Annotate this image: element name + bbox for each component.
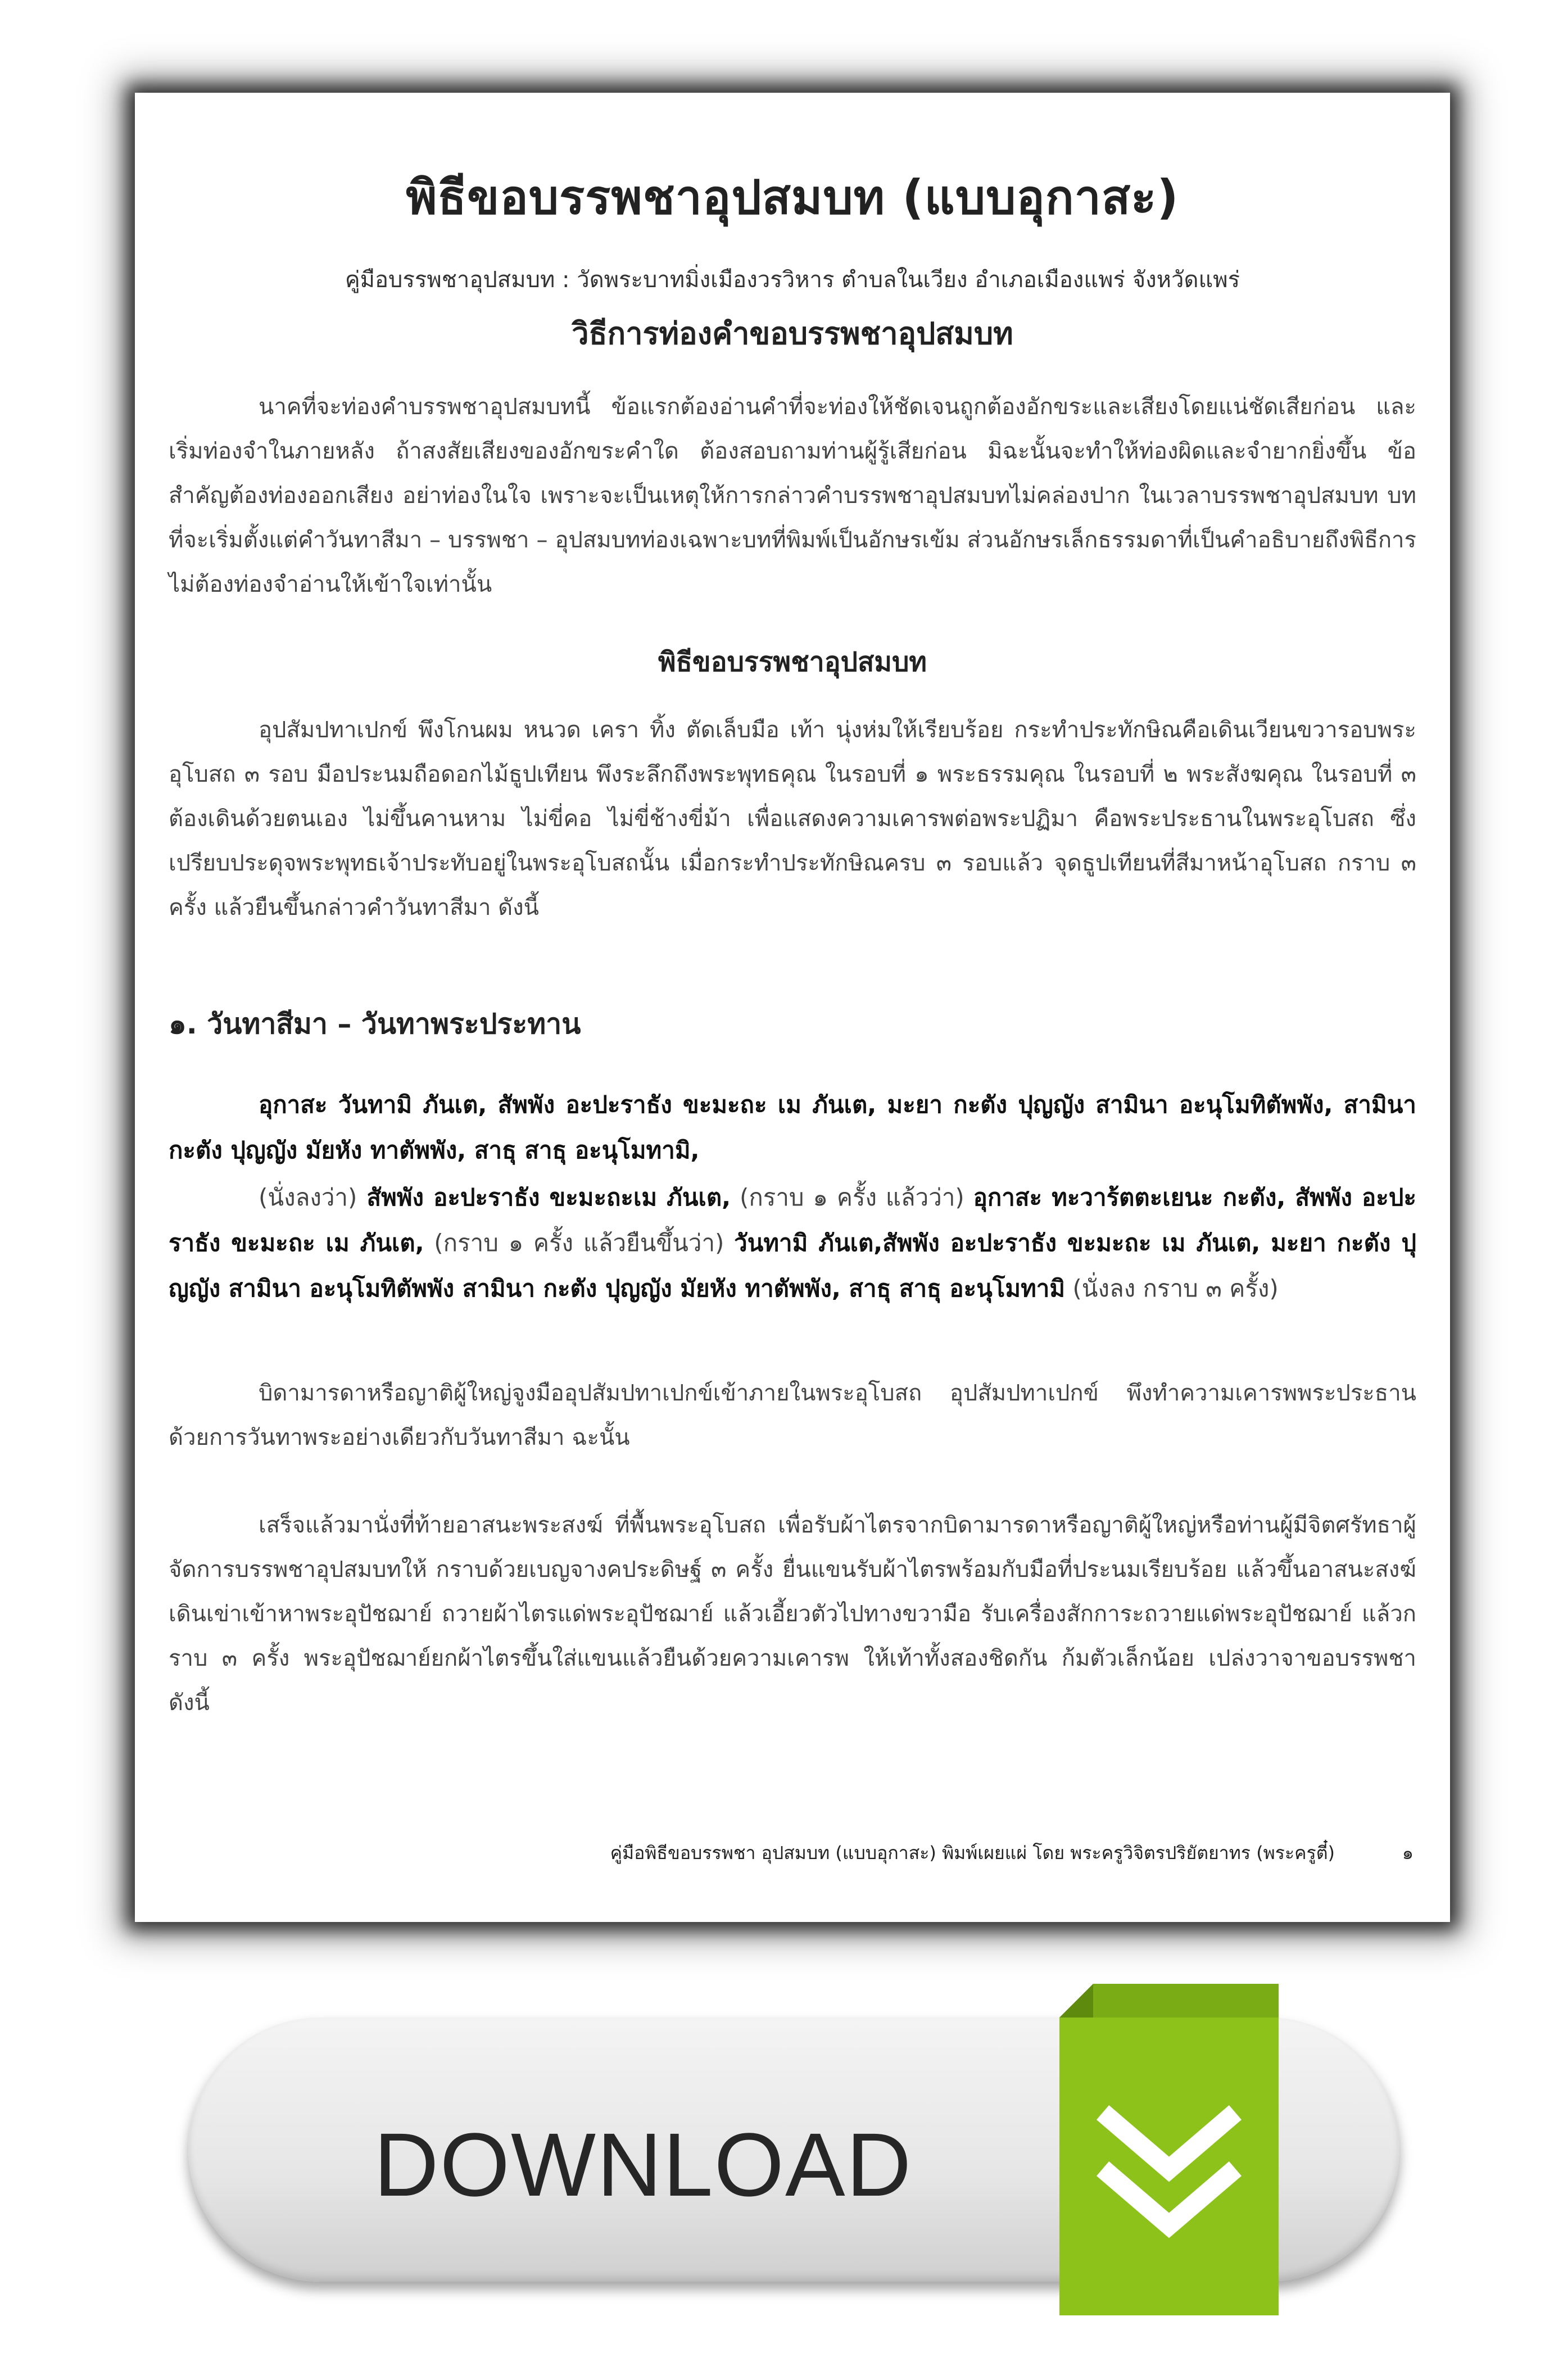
chant-phrase: อุกาสะ ทะวาร้ตตะเยนะ กะตัง, สัพพัง อะปะราธัง ขะมะถะ เม ภันเต, bbox=[169, 1184, 1417, 1257]
procession-paragraph: อุปสัมปทาเปกข์ พึงโกนผม หนวด เครา ทิ้ง ตัดเล็บมือ เท้า นุ่งห่มให้เรียบร้อย กระทำประทักษิณคือเดินเวียนขวารอบพระอุโบสถ ๓ รอบ มือประนมถือดอกไม้ธูปเทียน พึงระลึกถึงพระพุทธคุณ ในรอบที่ ๑ พระธรรมคุณ ในรอบที่ ๒ พระสังฆคุณ ในรอบที่ ๓ ต้องเดินด้วยตนเอง ไม่ขึ้นคานหาม ไม่ขี่คอ ไม่ขี่ช้างขี่ม้า เพื่อแสดงความเคารพต่อพระปฏิมา คือพระประธานในพระอุโบสถ ซึ่งเปรียบประดุจพระพุทธเจ้าประทับอยู่ในพระอุโบสถนั้น เมื่อกระทำประทักษิณครบ ๓ รอบแล้ว จุดธูปเทียนที่สีมาหน้าอุโบสถ กราบ ๓ ครั้ง แล้วยืนขึ้นกล่าวคำวันทาสีมา ดังนี้ bbox=[169, 717, 1416, 921]
instruction-bow-once: (กราบ ๑ ครั้ง แล้วว่า) bbox=[731, 1184, 973, 1211]
section-heading-ceremony: พิธีขอบรรพชาอุปสมบท bbox=[658, 646, 927, 678]
section-heading-recitation: วิธีการท่องคำขอบรรพชาอุปสมบท bbox=[572, 316, 1013, 351]
parents-paragraph: บิดามารดาหรือญาติผู้ใหญ่จูงมืออุปสัมปทาเปกข์เข้าภายในพระอุโบสถ อุปสัมปทาเปกข์ พึงทำความเคารพพระประธาน ด้วยการวันทาพระอย่างเดียวกับวันทาสีมา ฉะนั้น bbox=[169, 1380, 1416, 1450]
chant-passage-2 bbox=[169, 1175, 1416, 1311]
instruction-sit: (นั่งลงว่า) bbox=[259, 1184, 357, 1211]
chant-passage-1: อุกาสะ วันทามิ ภันเต, สัพพัง อะปะราธัง ขะมะถะ เม ภันเต, มะยา กะตัง ปุญญัง สามินา อะนุโมทิตัพพัง, สามินา กะตัง ปุญญัง มัยหัง ทาตัพพัง, สาธุ สาธุ อะนุโมทามิ, bbox=[169, 1091, 1416, 1164]
page-subtitle: คู่มือบรรพชาอุปสมบท : วัดพระบาทมิ่งเมืองวรวิหาร ตำบลในเวียง อำเภอเมืองแพร่ จังหวัดแพร่ bbox=[345, 267, 1240, 293]
numbered-heading: ๑. วันทาสีมา – วันทาพระประทาน bbox=[169, 1008, 581, 1040]
document-page bbox=[135, 93, 1450, 1922]
instruction-bow-stand: (กราบ ๑ ครั้ง แล้วยืนขึ้นว่า) bbox=[424, 1229, 735, 1257]
download-tab[interactable] bbox=[1059, 1984, 1279, 2315]
page-title: พิธีขอบรรพชาอุปสมบท (แบบอุกาสะ) bbox=[406, 170, 1179, 225]
page-number: ๑ bbox=[1402, 1842, 1414, 1864]
instruction-bow-three: (นั่งลง กราบ ๓ ครั้ง) bbox=[1065, 1275, 1279, 1302]
chant-phrase: วันทามิ ภันเต,สัพพัง อะปะราธัง ขะมะถะ เม ภันเต, มะยา กะตัง ปุญญัง สามินา อะนุโมทิตัพพัง สามินา กะตัง ปุญญัง มัยหัง ทาตัพพัง, สาธุ สาธุ อะนุโมทามิ bbox=[169, 1229, 1416, 1302]
intro-paragraph: นาคที่จะท่องคำบรรพชาอุปสมบทนี้ ข้อแรกต้องอ่านคำที่จะท่องให้ชัดเจนถูกต้องอักขระและเสียงโดยแน่ชัดเสียก่อน และเริ่มท่องจำในภายหลัง ถ้าสงสัยเสียงของอักขระคำใด ต้องสอบถามท่านผู้รู้เสียก่อน มิฉะนั้นจะทำให้ท่องผิดและจำยากยิ่งขึ้น ข้อสำคัญต้องท่องออกเสียง อย่าท่องในใจ เพราะจะเป็นเหตุให้การกล่าวคำบรรพชาอุปสมบทไม่คล่องปาก ในเวลาบรรพชาอุปสมบท บทที่จะเริ่มตั้งแต่คำวันทาสีมา – บรรพชา – อุปสมบทท่องเฉพาะบทที่พิมพ์เป็นอักษรเข้ม ส่วนอักษรเล็กธรรมดาที่เป็นคำอธิบายถึงพิธีการไม่ต้องท่องจำอ่านให้เข้าใจเท่านั้น bbox=[169, 394, 1416, 597]
download-button[interactable] bbox=[188, 2018, 1399, 2282]
robes-paragraph: เสร็จแล้วมานั่งที่ท้ายอาสนะพระสงฆ์ ที่พื้นพระอุโบสถ เพื่อรับผ้าไตรจากบิดามารดาหรือญาติผู้ใหญ่หรือท่านผู้มีจิตศรัทธาผู้จัดการบรรพชาอุปสมบทให้ กราบด้วยเบญจางคประดิษฐ์ ๓ ครั้ง ยื่นแขนรับผ้าไตรพร้อมกับมือที่ประนมเรียบร้อย แล้วขึ้นอาสนะสงฆ์เดินเข่าเข้าหาพระอุปัชฌาย์ ถวายผ้าไตรแด่พระอุปัชฌาย์ แล้วเอี้ยวตัวไปทางขวามือ รับเครื่องสักการะถวายแด่พระอุปัชฌาย์ แล้วกราบ ๓ ครั้ง พระอุปัชฌาย์ยกผ้าไตรขึ้นใส่แขนแล้วยืนด้วยความเคารพ ให้เท้าทั้งสองชิดกัน ก้มตัวเล็กน้อย เปล่งวาจาขอบรรพชา ดังนี้ bbox=[169, 1512, 1416, 1716]
page-footer: คู่มือพิธีขอบรรพชา อุปสมบท (แบบอุกาสะ) พิมพ์เผยแผ่ โดย พระครูวิจิตรปริยัตยาทร (พระครูตี๋) bbox=[610, 1842, 1335, 1864]
chant-phrase: สัพพัง อะปะราธัง ขะมะถะเม ภันเต, bbox=[357, 1184, 731, 1211]
download-label[interactable]: DOWNLOAD bbox=[374, 2114, 913, 2215]
